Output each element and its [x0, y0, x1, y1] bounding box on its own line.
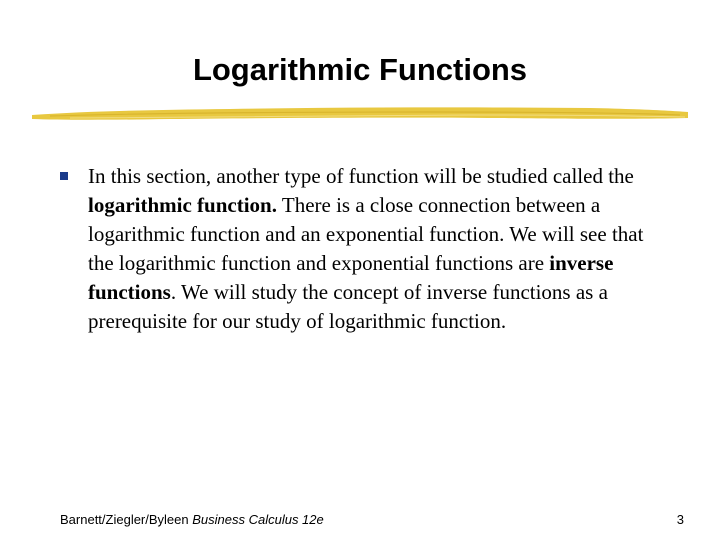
term-inverse-functions: inverse functions: [88, 251, 614, 304]
page-number: 3: [676, 512, 684, 527]
bullet-text: In this section, another type of function will be studied called the logarithmic function. There is a close connection between a logarithmic function and an exponential function. We will see that the logarithmic function and exponential functions are inverse functions. We will study the concept of inverse functions as a prerequisite for our study of logarithmic function.: [88, 164, 644, 333]
title-underline-decoration: [30, 98, 690, 128]
term-logarithmic-function: logarithmic function.: [88, 193, 277, 217]
square-bullet-icon: [60, 172, 68, 180]
footer-citation: Barnett/Ziegler/Byleen Business Calculus 12e: [60, 512, 324, 527]
slide-title: Logarithmic Functions: [192, 52, 528, 87]
bullet-point: [60, 162, 670, 336]
book-title: Business Calculus 12e: [192, 512, 324, 527]
